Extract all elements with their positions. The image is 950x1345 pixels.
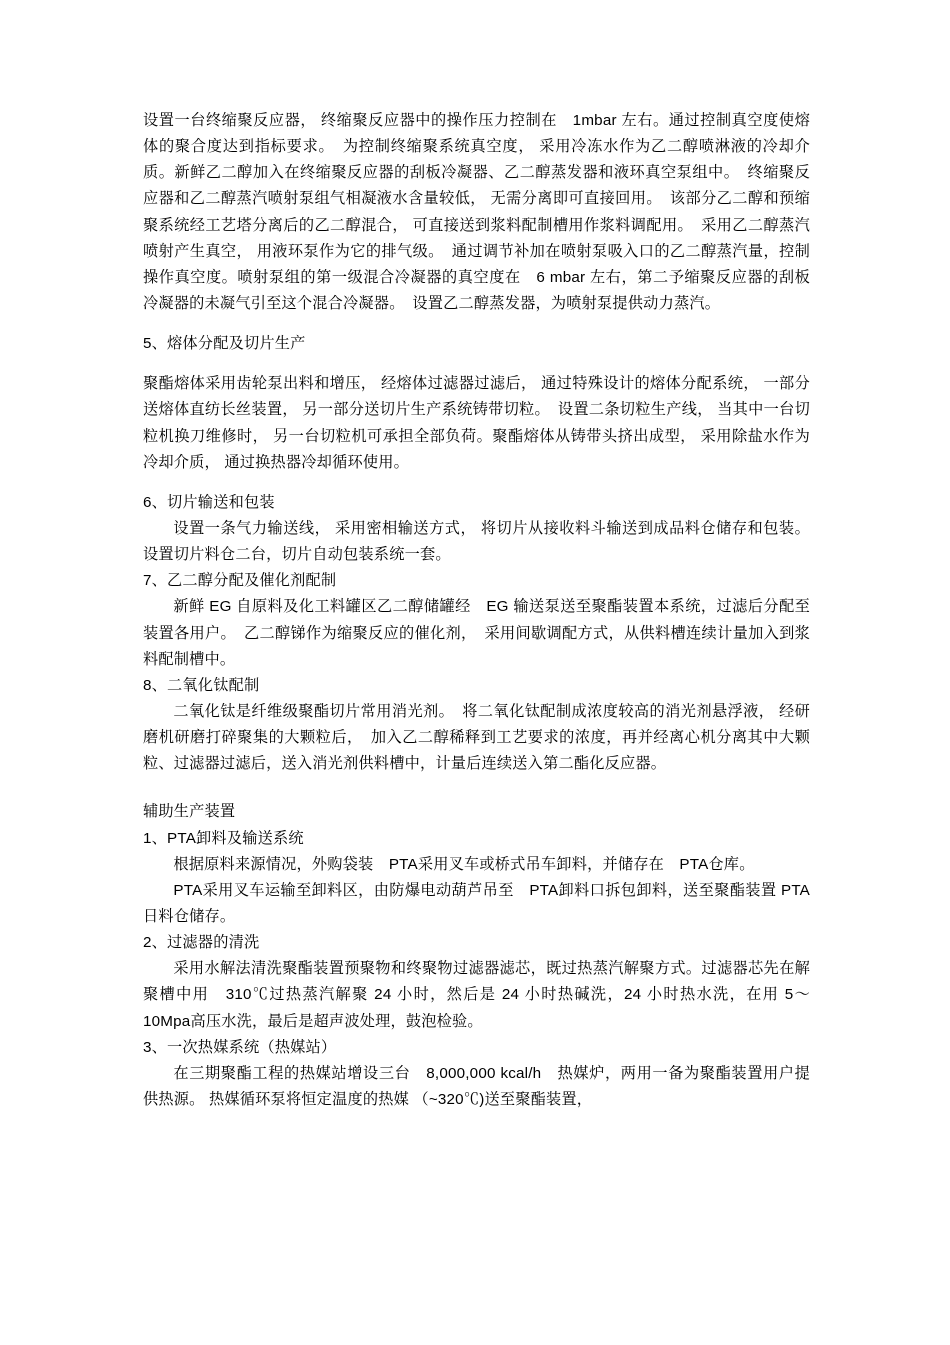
heading-aux-section-1: 1、PTA卸料及输送系统 bbox=[143, 829, 304, 847]
heading-section-7: 7、乙二醇分配及催化剂配制 bbox=[143, 572, 337, 590]
heading-auxiliary-production: 辅助生产装置 bbox=[143, 803, 236, 821]
heading-aux-section-2: 2、过滤器的清洗 bbox=[143, 934, 260, 952]
paragraph-spacer bbox=[143, 777, 810, 799]
heading-section-6: 6、切片输送和包装 bbox=[143, 493, 275, 511]
paragraph-pta-unloading-2: PTA采用叉车运输至卸料区，由防爆电动葫芦吊至 PTA卸料口拆包卸料，送至聚酯装置 PTA日料仓储存。 bbox=[143, 881, 810, 925]
heading-section-8: 8、二氧化钛配制 bbox=[143, 676, 260, 694]
paragraph-heat-medium-system: 在三期聚酯工程的热媒站增设三台 8,000,000 kcal/h 热媒炉，两用一备为聚酯装置用户提供热源。 热媒循环泵将恒定温度的热媒 （~320℃)送至聚酯装置， bbox=[143, 1064, 810, 1108]
heading-aux-section-3: 3、一次热媒系统（热媒站） bbox=[143, 1038, 337, 1056]
paragraph-process-final-polycondensation: 设置一台终缩聚反应器， 终缩聚反应器中的操作压力控制在 1mbar 左右。通过控制真空度使熔体的聚合度达到指标要求。 为控制终缩聚系统真空度， 采用冷冻水作为乙二醇喷淋液的冷却介质。新鲜乙二醇加入在终缩聚反应器的刮板冷凝器、乙二醇蒸发器和液环真空泵组中。 终缩聚反应器和乙二醇蒸汽喷射泵组气相凝液水含量较低， 无需分离即可直接回用。 该部分乙二醇和预缩聚系统经工艺塔分离后的乙二醇混合， 可直接送到浆料配制槽用作浆料调配用。 采用乙二醇蒸汽喷射产生真空， 用液环泵作为它的排气级。 通过调节补加在喷射泵吸入口的乙二醇蒸汽量，控制操作真空度。喷射泵组的第一级混合冷凝器的真空度在 6 mbar 左右，第二予缩聚反应器的刮板冷凝器的未凝气引至这个混合冷凝器。 设置乙二醇蒸发器，为喷射泵提供动力蒸汽。 bbox=[143, 112, 810, 312]
paragraph-eg-distribution: 新鲜 EG 自原料及化工料罐区乙二醇储罐经 EG 输送泵送至聚酯装置本系统，过滤后分配至装置各用户。 乙二醇锑作为缩聚反应的催化剂， 采用间歇调配方式，从供料槽连续计量加入到浆料配制槽中。 bbox=[143, 598, 810, 668]
paragraph-filter-cleaning: 采用水解法清洗聚酯装置预聚物和终聚物过滤器滤芯，既过热蒸汽解聚方式。过滤器芯先在解聚槽中用 310℃过热蒸汽解聚 24 小时，然后是 24 小时热碱洗，24 小时热水洗，在用 5～10Mpa高压水洗，最后是超声波处理，鼓泡检验。 bbox=[143, 960, 810, 1030]
document-body bbox=[143, 108, 810, 1113]
paragraph-titanium-dioxide: 二氧化钛是纤维级聚酯切片常用消光剂。 将二氧化钛配制成浓度较高的消光剂悬浮液， 经研磨机研磨打碎聚集的大颗粒后， 加入乙二醇稀释到工艺要求的浓度，再并经离心机分离其中大颗粒、过滤器过滤后，送入消光剂供料槽中，计量后连续送入第二酯化反应器。 bbox=[143, 702, 810, 773]
paragraph-chip-conveying: 设置一条气力输送线， 采用密相输送方式， 将切片从接收料斗输送到成品料仓储存和包装。设置切片料仓二台，切片自动包装系统一套。 bbox=[143, 519, 810, 564]
paragraph-melt-distribution: 聚酯熔体采用齿轮泵出料和增压， 经熔体过滤器过滤后， 通过特殊设计的熔体分配系统， 一部分送熔体直纺长丝装置， 另一部分送切片生产系统铸带切粒。 设置二条切粒生产线， 当其中一台切粒机换刀维修时， 另一台切粒机可承担全部负荷。聚酯熔体从铸带头挤出成型， 采用除盐水作为冷却介质， 通过换热器冷却循环使用。 bbox=[143, 375, 810, 471]
heading-section-5: 5、熔体分配及切片生产 bbox=[143, 335, 306, 353]
paragraph-pta-unloading-1: 根据原料来源情况，外购袋装 PTA采用叉车或桥式吊车卸料，并储存在 PTA仓库。 bbox=[173, 855, 755, 873]
